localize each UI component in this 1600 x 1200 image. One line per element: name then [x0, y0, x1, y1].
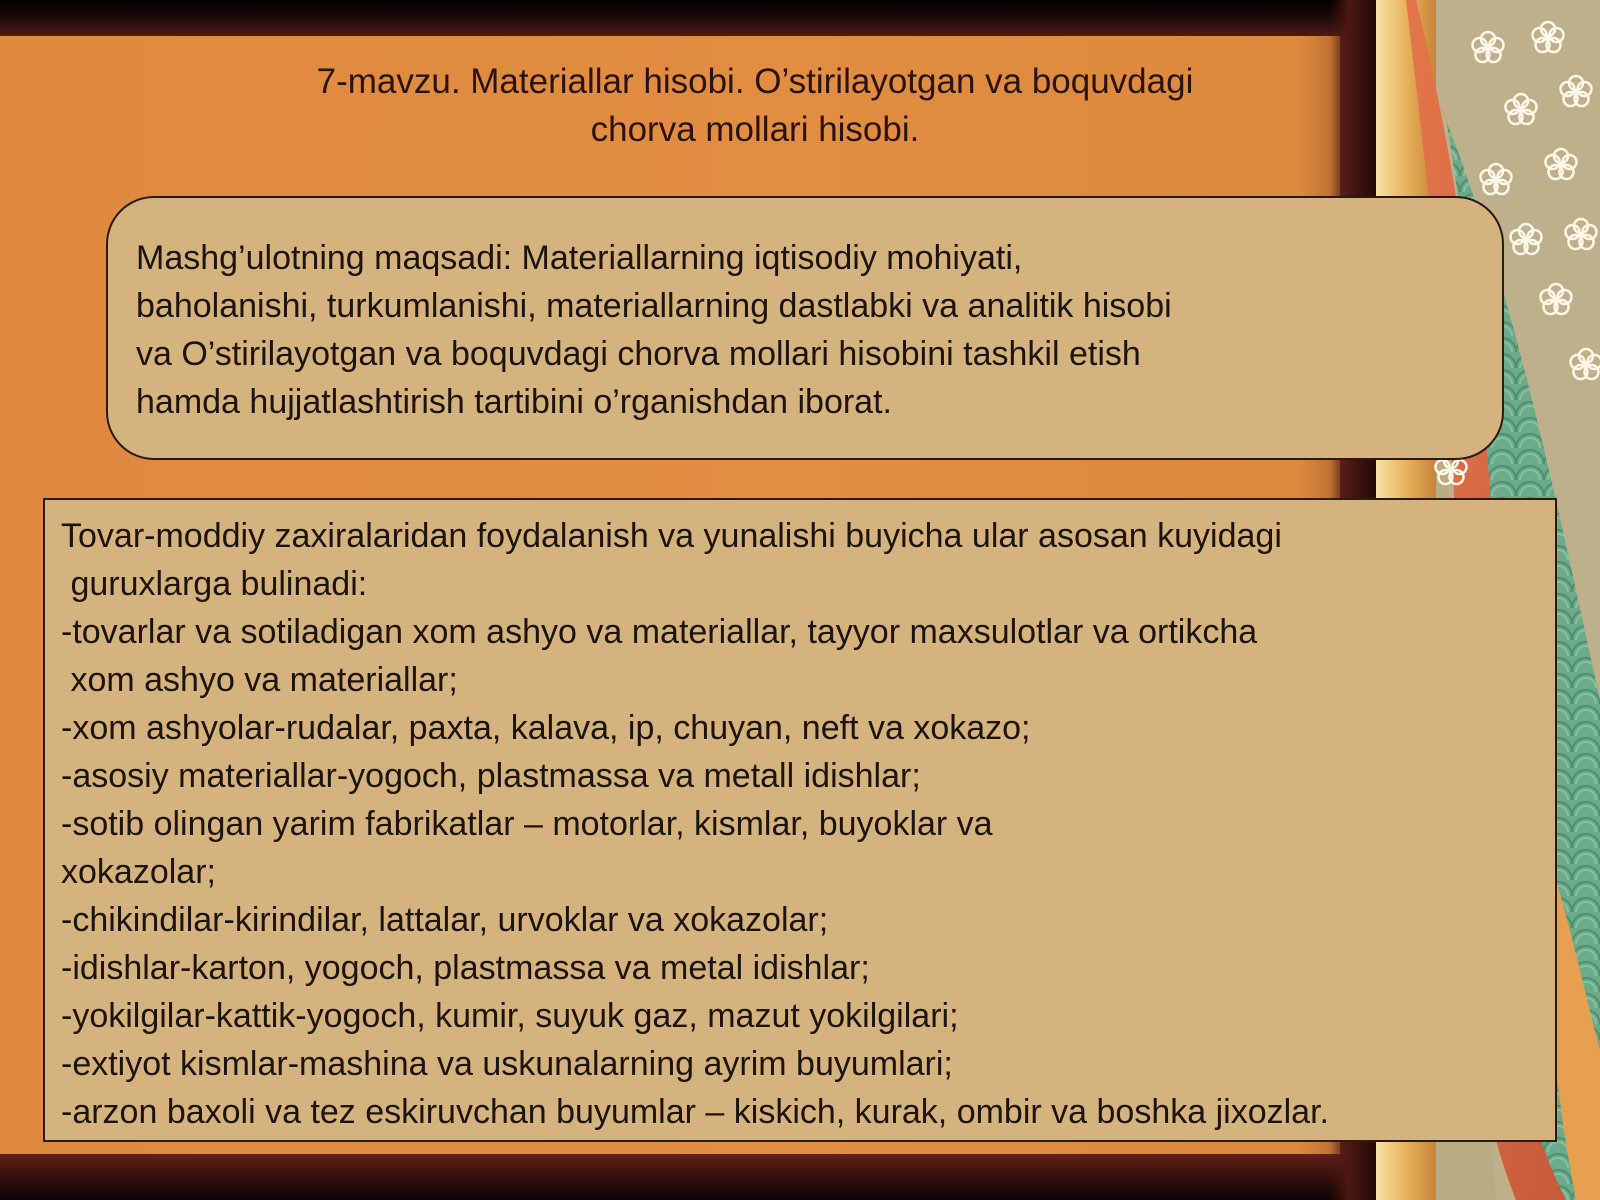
groups-line: -extiyot kismlar-mashina va uskunalarning ayrim buyumlari; — [61, 1045, 953, 1083]
groups-line: -chikindilar-kirindilar, lattalar, urvoklar va xokazolar; — [61, 901, 829, 939]
groups-line: -tovarlar va sotiladigan xom ashyo va materiallar, tayyor maxsulotlar va ortikcha — [61, 613, 1258, 651]
groups-line: -sotib olingan yarim fabrikatlar – motorlar, kismlar, buyoklar va — [61, 805, 993, 843]
groups-line: xom ashyo va materiallar; — [61, 661, 458, 699]
title-line-2: chorva mollari hisobi. — [590, 110, 920, 149]
groups-line: -xom ashyolar-rudalar, paxta, kalava, ip, chuyan, neft va xokazo; — [61, 709, 1031, 747]
groups-line: guruxlarga bulinadi: — [61, 565, 368, 603]
groups-line: Tovar-moddiy zaxiralaridan foydalanish va yunalishi buyicha ular asosan kuyidagi — [61, 517, 1282, 555]
title-line-1: 7-mavzu. Materiallar hisobi. O’stirilayotgan va boquvdagi — [316, 62, 1194, 101]
groups-line: -idishlar-karton, yogoch, plastmassa va metal idishlar; — [61, 949, 870, 987]
goal-box: Mashg’ulotning maqsadi: Materiallarning iqtisodiy mohiyati, baholanishi, turkumlanishi, materiallarning dastlabki va analitik hisobi va O’stirilayotgan va boquvdagi chorva mollari hisobini tashkil etish hamda hujjatlashtirish tartibini o’rganishdan iborat. — [106, 196, 1504, 460]
groups-line: -asosiy materiallar-yogoch, plastmassa va metall idishlar; — [61, 757, 921, 795]
groups-line: -arzon baxoli va tez eskiruvchan buyumlar – kiskich, kurak, ombir va boshka jixozlar. — [61, 1093, 1329, 1131]
groups-line: xokazolar; — [61, 853, 216, 891]
slide-title — [200, 58, 1310, 154]
groups-box — [43, 498, 1557, 1142]
groups-line: -yokilgilar-kattik-yogoch, kumir, suyuk gaz, mazut yokilgilari; — [61, 997, 959, 1035]
